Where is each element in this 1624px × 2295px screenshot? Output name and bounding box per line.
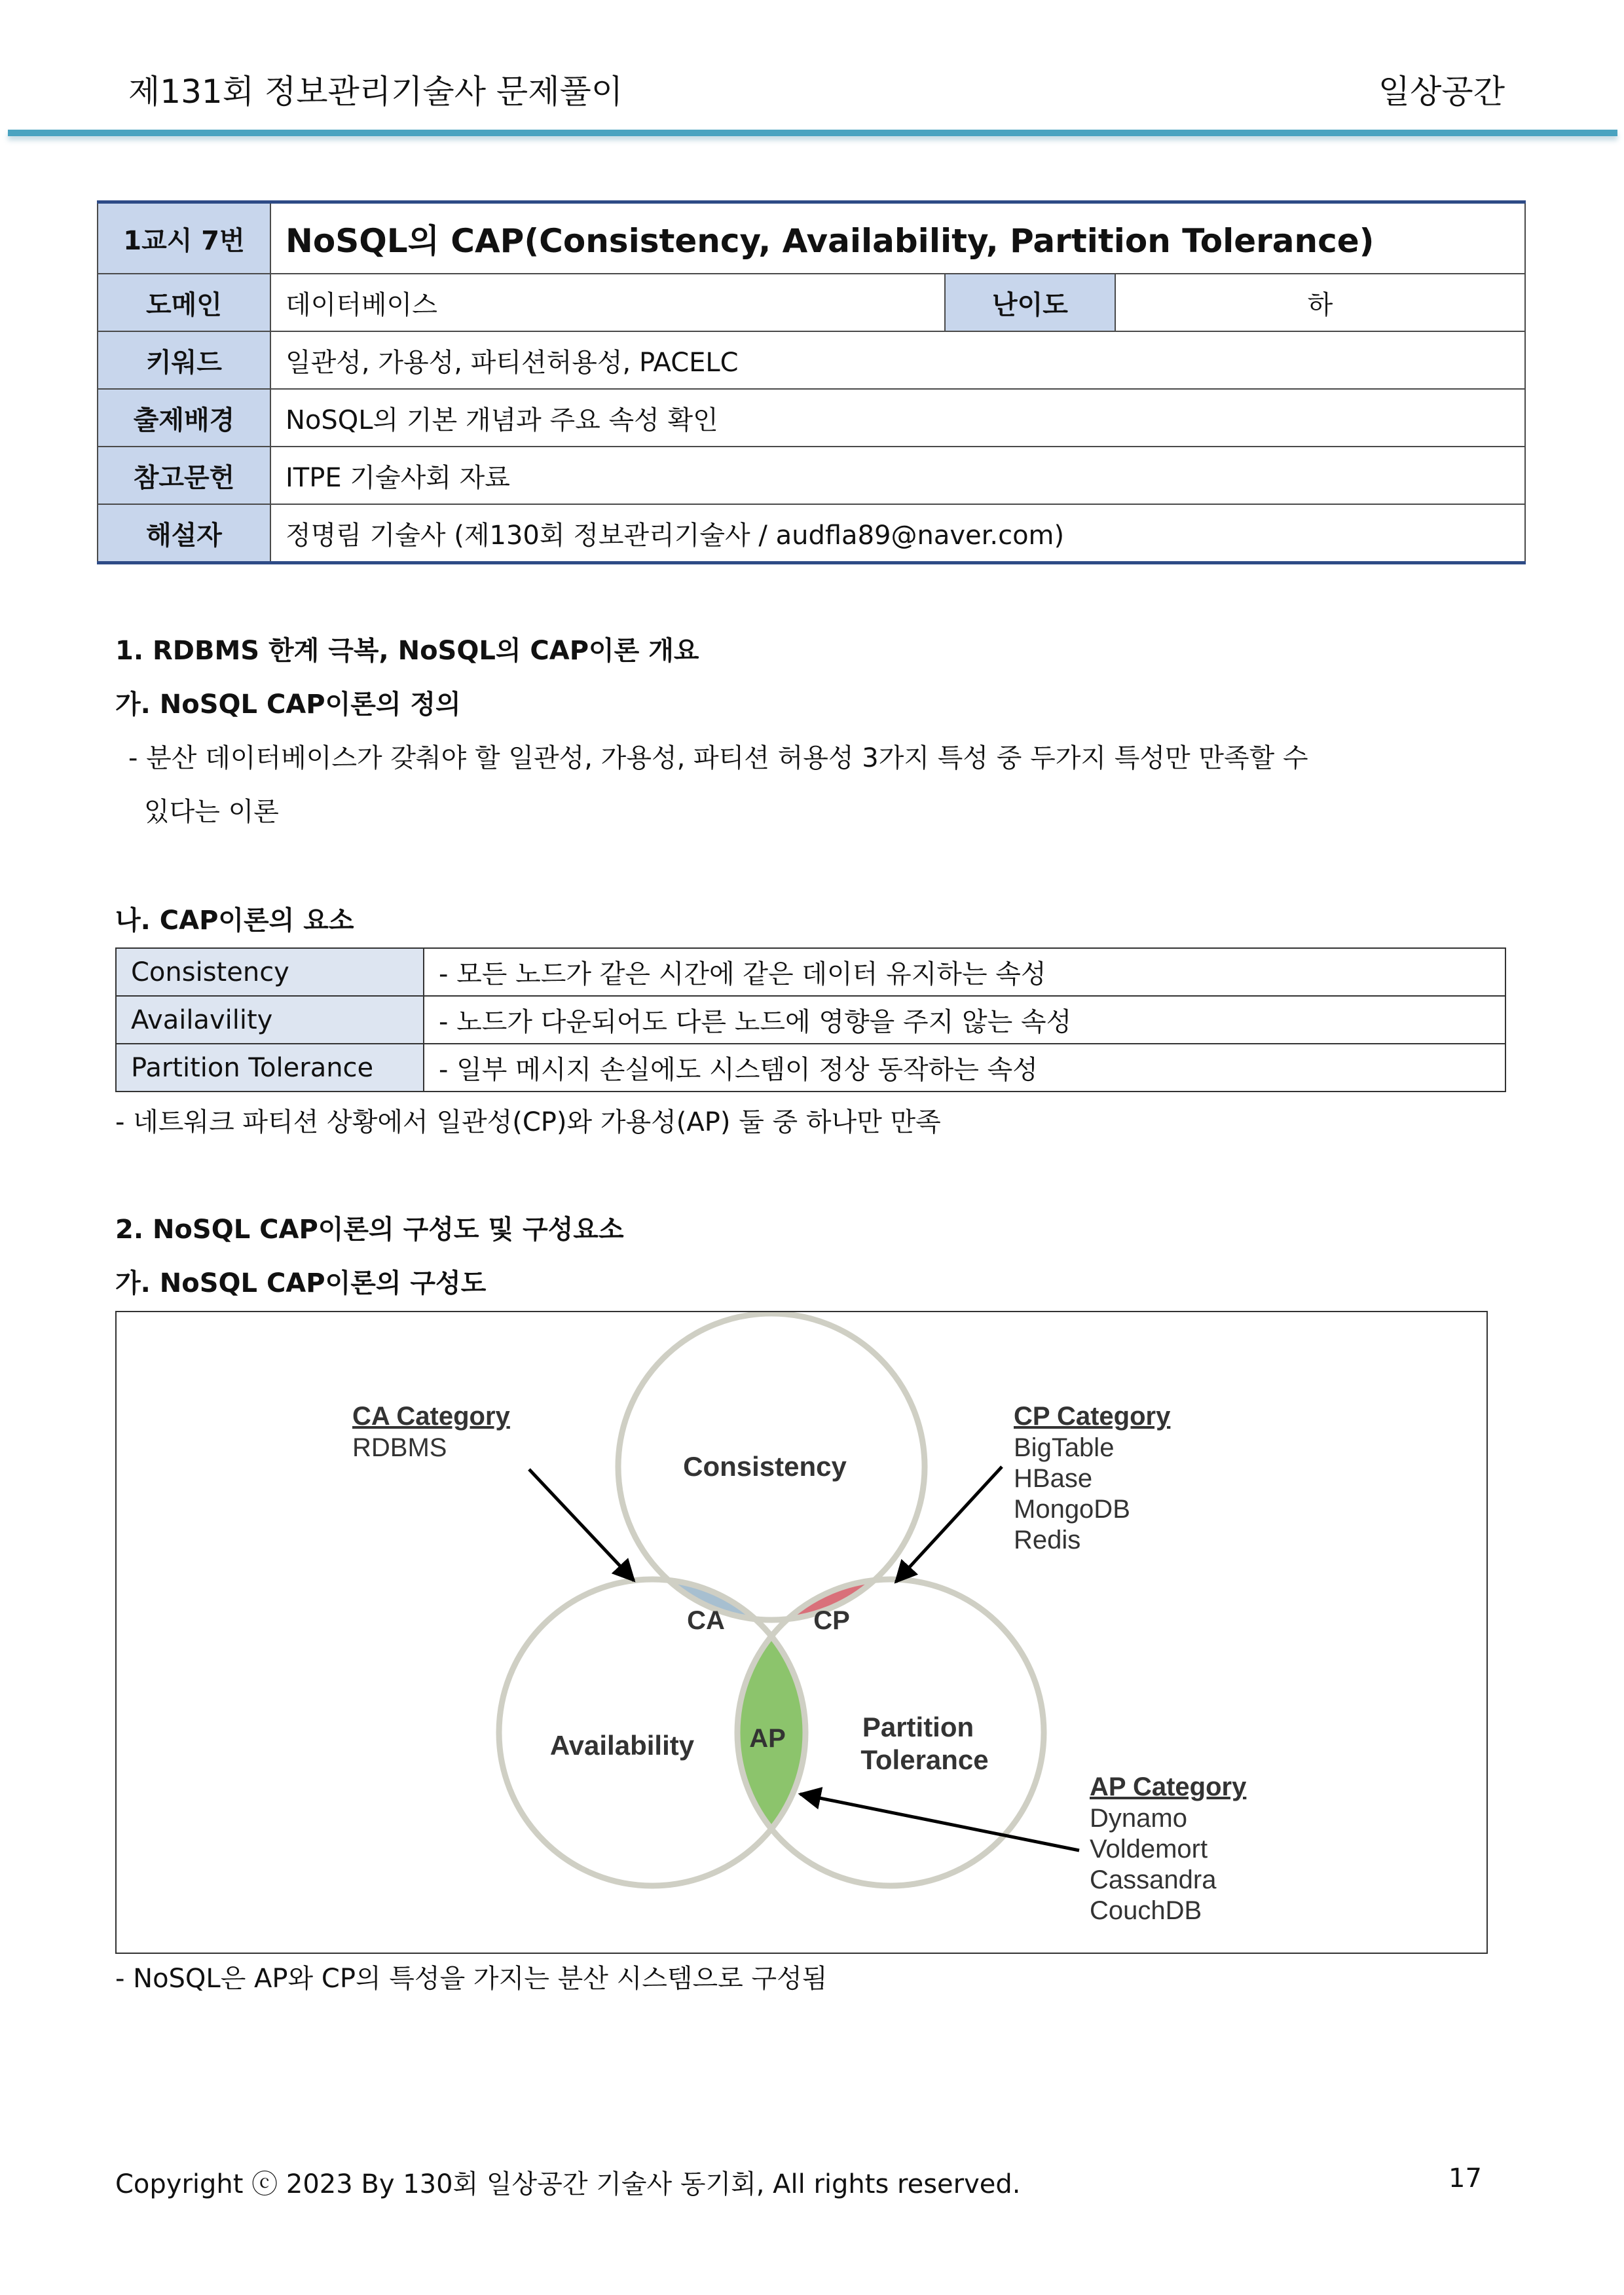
- section1-heading: 1. RDBMS 한계 극복, NoSQL의 CAP이론 개요: [115, 636, 699, 666]
- keyword-value: 일관성, 가용성, 파티션허용성, PACELC: [270, 331, 1525, 389]
- cap-venn-svg: [117, 1312, 1486, 1953]
- definition-line-2: 있다는 이론: [144, 797, 279, 827]
- header-divider: [8, 130, 1617, 136]
- reference-label: 참고문헌: [98, 447, 270, 504]
- author-row: [98, 504, 1525, 563]
- ap-category-item: Voldemort: [1090, 1835, 1208, 1864]
- partition-note: - 네트워크 파티션 상황에서 일관성(CP)와 가용성(AP) 둘 중 하나만 만족: [115, 1107, 941, 1137]
- ap-label: AP: [749, 1724, 786, 1753]
- table-row: [116, 996, 1505, 1044]
- ca-category-title: CA Category: [352, 1402, 510, 1431]
- question-meta-table: [97, 200, 1526, 564]
- reference-row: [98, 447, 1525, 504]
- section1-sub-b: 나. CAP이론의 요소: [115, 906, 354, 936]
- cp-category-item: BigTable: [1014, 1433, 1115, 1462]
- ap-category-item: Dynamo: [1090, 1804, 1187, 1833]
- cap-venn-diagram: [115, 1311, 1488, 1954]
- partition-label: Partition: [862, 1712, 974, 1742]
- keyword-label: 키워드: [98, 331, 270, 389]
- consistency-label: Consistency: [683, 1451, 847, 1482]
- cp-label: CP: [813, 1606, 850, 1635]
- element-name: Consistency: [116, 948, 424, 996]
- section1-sub-a: 가. NoSQL CAP이론의 정의: [115, 689, 461, 720]
- background-row: [98, 389, 1525, 447]
- copyright-footer: Copyright ⓒ 2023 By 130회 일상공간 기술사 동기회, All rights reserved.: [115, 2169, 1021, 2199]
- table-row: [116, 948, 1505, 996]
- author-label: 해설자: [98, 504, 270, 563]
- cp-category-item: MongoDB: [1014, 1495, 1130, 1524]
- domain-label: 도메인: [98, 274, 270, 331]
- element-desc: - 노드가 다운되어도 다른 노드에 영향을 주지 않는 속성: [424, 996, 1505, 1044]
- cap-elements-table: [115, 947, 1506, 1092]
- difficulty-value: 하: [1115, 274, 1525, 331]
- cp-category-title: CP Category: [1014, 1402, 1171, 1431]
- tolerance-label: Tolerance: [860, 1744, 989, 1775]
- ca-category-item: RDBMS: [352, 1433, 447, 1462]
- ap-arrow: [800, 1794, 1079, 1850]
- question-label: 1교시 7번: [98, 202, 270, 274]
- document-title: 제131회 정보관리기술사 문제풀이: [128, 73, 623, 111]
- element-desc: - 모든 노드가 같은 시간에 같은 데이터 유지하는 속성: [424, 948, 1505, 996]
- cp-category-item: Redis: [1014, 1526, 1081, 1554]
- ap-category-title: AP Category: [1090, 1772, 1247, 1801]
- table-row: [116, 1044, 1505, 1092]
- domain-row: [98, 274, 1525, 331]
- element-desc: - 일부 메시지 손실에도 시스템이 정상 동작하는 속성: [424, 1044, 1505, 1092]
- domain-value: 데이터베이스: [270, 274, 945, 331]
- question-title: NoSQL의 CAP(Consistency, Availability, Partition Tolerance): [270, 202, 1525, 274]
- element-name: Availavility: [116, 996, 424, 1044]
- document-publisher: 일상공간: [1378, 73, 1505, 111]
- keyword-row: [98, 331, 1525, 389]
- background-label: 출제배경: [98, 389, 270, 447]
- ap-category-item: Cassandra: [1090, 1865, 1217, 1894]
- ap-category-item: CouchDB: [1090, 1896, 1202, 1925]
- definition-line-1: - 분산 데이터베이스가 갖춰야 할 일관성, 가용성, 파티션 허용성 3가지 특성 중 두가지 특성만 만족할 수: [128, 743, 1308, 773]
- availability-label: Availability: [549, 1730, 695, 1761]
- cp-category-item: HBase: [1014, 1464, 1093, 1493]
- section2-sub-a: 가. NoSQL CAP이론의 구성도: [115, 1268, 487, 1298]
- diagram-note: - NoSQL은 AP와 CP의 특성을 가지는 분산 시스템으로 구성됨: [115, 1964, 828, 1994]
- background-value: NoSQL의 기본 개념과 주요 속성 확인: [270, 389, 1525, 447]
- reference-value: ITPE 기술사회 자료: [270, 447, 1525, 504]
- section2-heading: 2. NoSQL CAP이론의 구성도 및 구성요소: [115, 1215, 624, 1245]
- element-name: Partition Tolerance: [116, 1044, 424, 1092]
- difficulty-label: 난이도: [945, 274, 1115, 331]
- question-row: [98, 202, 1525, 274]
- ca-label: CA: [687, 1606, 725, 1635]
- page-number: 17: [1449, 2163, 1482, 2194]
- author-value: 정명림 기술사 (제130회 정보관리기술사 / audfla89@naver.com): [270, 504, 1525, 563]
